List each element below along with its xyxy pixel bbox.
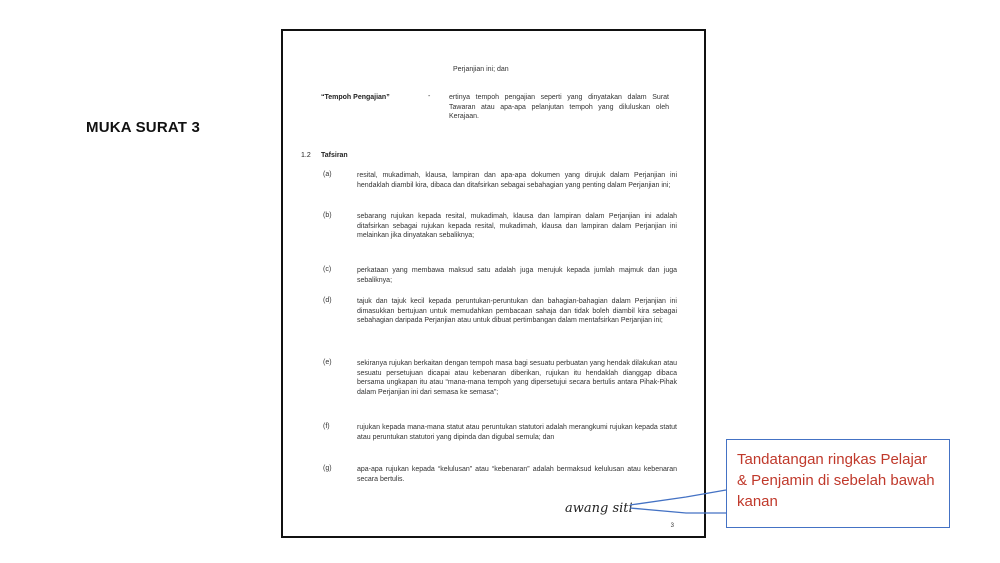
clause-label: (f) (323, 423, 330, 430)
clause-label: (e) (323, 359, 332, 366)
clause-text: sekiranya rujukan berkaitan dengan tempoh masa bagi sesuatu perbuatan yang hendak dilakukan atau sesuatu persetujuan dicapai atau kebenaran diberikan, rujukan itu hendaklah dianggap dibaca bersama ungkapan itu atau “mana-mana tempoh yang dipersetujui secara bertulis antara Pihak-Pihak dalam Perjanjian ini dari semasa ke semasa”; (357, 360, 677, 396)
definition-text: ertinya tempoh pengajian seperti yang dinyatakan dalam Surat Tawaran atau apa-apa pelanjutan tempoh yang diluluskan oleh Kerajaan. (449, 94, 669, 120)
callout-text: Tandatangan ringkas Pelajar & Penjamin di sebelah bawah kanan (737, 451, 935, 510)
section-title: Tafsiran (321, 152, 348, 159)
clause-label: (g) (323, 465, 332, 472)
clause-label: (c) (323, 266, 332, 273)
clause-label: (b) (323, 212, 332, 219)
clause-label: (a) (323, 171, 332, 178)
page-number: 3 (670, 523, 674, 529)
clause-text: tajuk dan tajuk kecil kepada peruntukan-peruntukan dan bahagian-bahagian dalam Perjanjian ini dimasukkan bertujuan untuk memudahkan pembacaan sahaja dan tidak boleh diambil kira sebagai sebahagian daripada Perjanjian atau untuk dibuat pertimbangan dalam mentafsirkan Perjanjian ini; (357, 298, 677, 324)
clause-text: perkataan yang membawa maksud satu adalah juga merujuk kepada jumlah majmuk dan juga sebaliknya; (357, 267, 677, 284)
clause-text: resital, mukadimah, klausa, lampiran dan apa-apa dokumen yang dirujuk dalam Perjanjian ini hendaklah diambil kira, dibaca dan ditafsirkan sebagai sebahagian yang penting dalam Perjanjian ini; (357, 172, 677, 189)
clause-label: (d) (323, 297, 332, 304)
definition-dash: - (428, 93, 431, 100)
intro-line: Perjanjian ini; dan (453, 66, 509, 73)
signature: awang siti (565, 501, 633, 516)
section-number: 1.2 (301, 152, 311, 159)
page-label: MUKA SURAT 3 (86, 119, 201, 136)
clause-text: apa-apa rujukan kepada “kelulusan” atau “kebenaran” adalah bermaksud kelulusan atau kebenaran secara bertulis. (357, 466, 677, 483)
document-page (281, 29, 706, 538)
clause-text: sebarang rujukan kepada resital, mukadimah, klausa dan lampiran dalam Perjanjian ini adalah ditafsirkan sebagai rujukan kepada resital, mukadimah, klausa dan lampiran dalam Perjanjian ini melainkan jika dinyatakan sebaliknya; (357, 213, 677, 239)
definition-term: “Tempoh Pengajian” (321, 94, 390, 101)
callout-box (726, 439, 950, 528)
clause-text: rujukan kepada mana-mana statut atau peruntukan statutori adalah merangkumi rujukan kepada statut atau peruntukan statutori yang dipinda dan digubal semula; dan (357, 424, 677, 441)
